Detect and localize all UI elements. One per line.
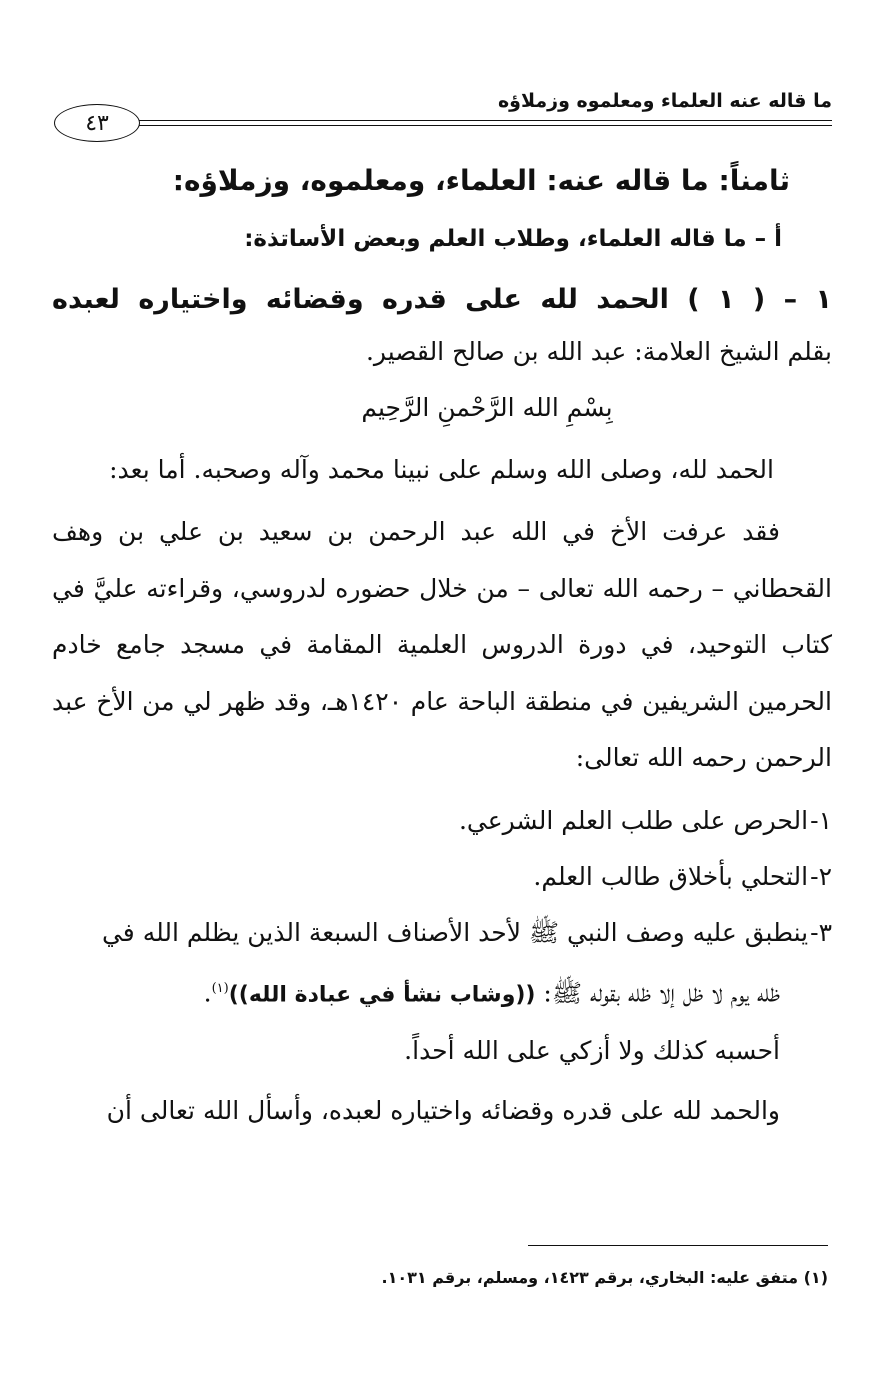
- list-item-number: ١-: [810, 805, 832, 835]
- list-item: [52, 849, 832, 905]
- closing-line-1: أحسبه كذلك ولا أزكي على الله أحداً.: [404, 1035, 780, 1065]
- salutation: الحمد لله، وصلى الله وسلم على نبينا محمد وآله وصحبه. أما بعد:: [109, 455, 774, 484]
- list-item-number: ٣-: [810, 917, 832, 947]
- page-header: [52, 88, 832, 144]
- body-paragraph: [52, 504, 832, 787]
- author-line: بقلم الشيخ العلامة: عبد الله بن صالح القصير.: [365, 337, 832, 366]
- list-item-text: الحرص على طلب العلم الشرعي.: [458, 805, 809, 835]
- paragraph-text: فقد عرفت الأخ في الله عبد الرحمن بن سعيد بن علي بن وهف القحطاني – رحمه الله تعالى – من خلال حضوره لدروسي، وقراءته عليَّ في كتاب التوحيد، في دورة الدروس العلمية المقامة في مسجد جامع خادم الحرمين الشريفين في منطقة الباحة عام ١٤٢٠هـ، وقد ظهر لي من الأخ عبد الرحمن رحمه الله تعالى:: [52, 517, 832, 772]
- footnote: (١) متفق عليه: البخاري، برقم ١٤٢٣، ومسلم، برقم ١٠٣١.: [381, 1268, 828, 1287]
- sentence-end: .: [203, 977, 212, 1007]
- list-item: [52, 793, 832, 849]
- page-number: ٤٣: [54, 104, 140, 142]
- footnote-rule: [528, 1245, 828, 1246]
- page-body: [52, 150, 832, 1143]
- list-item-text-2: ظله يوم لا ظل إلا ظله بقوله ﷺ:: [535, 977, 780, 1007]
- list-item-continuation: [52, 961, 832, 1023]
- subheading: أ – ما قاله العلماء، وطلاب العلم وبعض الأساتذة:: [244, 226, 782, 252]
- hadith-quote: ((وشاب نشأ في عبادة الله)): [228, 981, 536, 1007]
- list-item: [52, 905, 832, 1023]
- closing-line-2: والحمد لله على قدره وقضائه واختياره لعبده، وأسأل الله تعالى أن: [106, 1095, 780, 1125]
- item-title: ١ – ( ١ ) الحمد لله على قدره وقضائه واختياره لعبده: [52, 284, 832, 315]
- list-item-text: ينطبق عليه وصف النبي ﷺ لأحد الأصناف السبعة الذين يظلم الله في: [101, 917, 809, 947]
- section-title: ثامناً: ما قاله عنه: العلماء، ومعلموه، وزملاؤه:: [172, 164, 790, 197]
- traits-list: [52, 793, 832, 1023]
- footnote-ref[interactable]: (١): [211, 980, 229, 996]
- running-title: ما قاله عنه العلماء ومعلموه وزملاؤه: [497, 90, 832, 112]
- header-rule: [138, 120, 832, 126]
- list-item-number: ٢-: [810, 861, 832, 891]
- basmala: بِسْمِ الله الرَّحْمنِ الرَّحِيم: [361, 393, 613, 422]
- list-item-text: التحلي بأخلاق طالب العلم.: [533, 861, 809, 891]
